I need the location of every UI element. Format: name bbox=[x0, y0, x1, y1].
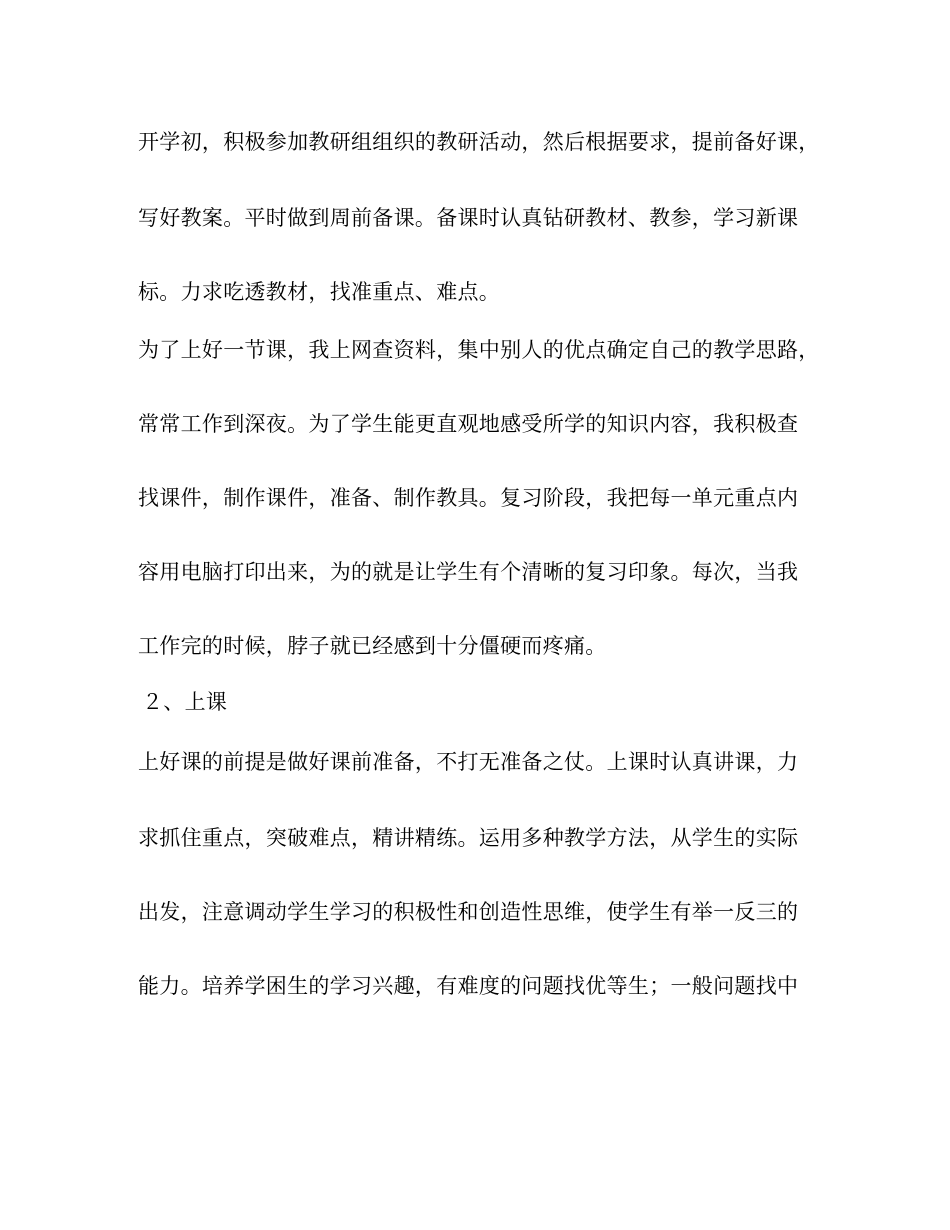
paragraph-line-10: 上好课的前提是做好课前准备，不打无准备之仗。上课时认真讲课，力 bbox=[138, 750, 799, 774]
paragraph-line-7: 容用电脑打印出来，为的就是让学生有个清晰的复习印象。每次，当我 bbox=[138, 560, 799, 584]
paragraph-line-2: 写好教案。平时做到周前备课。备课时认真钻研教材、教参，学习新课 bbox=[138, 206, 799, 230]
paragraph-line-11: 求抓住重点，突破难点，精讲精练。运用多种教学方法，从学生的实际 bbox=[138, 826, 799, 850]
paragraph-line-1: 开学初，积极参加教研组组织的教研活动，然后根据要求，提前备好课， bbox=[138, 130, 820, 154]
paragraph-line-6: 找课件，制作课件，准备、制作教具。复习阶段，我把每一单元重点内 bbox=[138, 486, 799, 510]
paragraph-line-5: 常常工作到深夜。为了学生能更直观地感受所学的知识内容，我积极查 bbox=[138, 412, 799, 436]
section-heading: ２、上课 bbox=[142, 690, 228, 714]
paragraph-line-3: 标。力求吃透教材，找准重点、难点。 bbox=[138, 280, 501, 304]
paragraph-line-4: 为了上好一节课，我上网查资料，集中别人的优点确定自己的教学思路， bbox=[138, 338, 820, 362]
paragraph-line-8: 工作完的时候，脖子就已经感到十分僵硬而疼痛。 bbox=[138, 634, 607, 658]
paragraph-line-13: 能力。培养学困生的学习兴趣，有难度的问题找优等生；一般问题找中 bbox=[138, 974, 799, 998]
paragraph-line-12: 出发，注意调动学生学习的积极性和创造性思维，使学生有举一反三的 bbox=[138, 900, 799, 924]
